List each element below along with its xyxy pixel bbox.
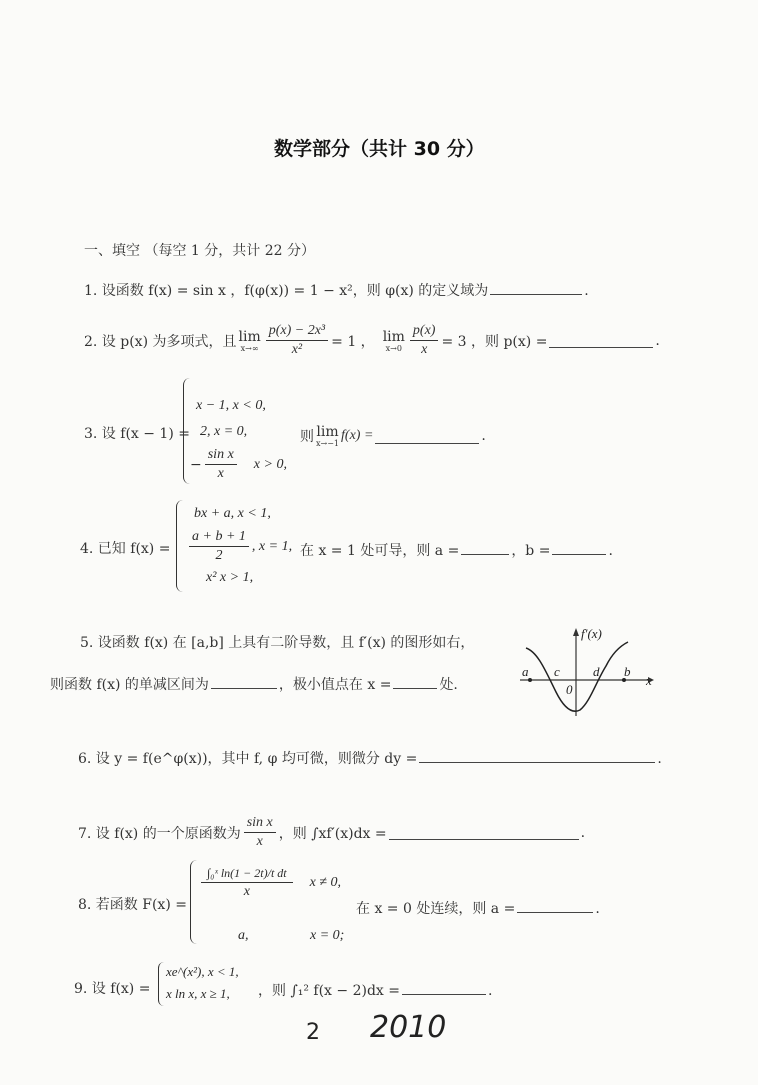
q7-frac: [244, 814, 276, 851]
question-9-end: .: [488, 983, 493, 999]
q8-case-2: a,: [238, 928, 249, 943]
q3-case-1: x − 1, x < 0,: [196, 398, 266, 413]
graph-label-c: c: [554, 664, 560, 679]
question-7-prefix: 7. 设 f(x) 的一个原函数为: [78, 825, 241, 842]
handwritten-page-number: 2: [306, 1020, 320, 1045]
fraction-2: [410, 322, 439, 359]
question-3-tail: [300, 424, 486, 448]
question-3-tail-word: 则: [300, 429, 314, 445]
limit-2-sub: x→0: [385, 343, 402, 353]
question-5-line1: 5. 设函数 f(x) 在 [a,b] 上具有二阶导数，且 f′(x) 的图形如右，: [80, 635, 475, 651]
question-5-end: 处.: [439, 677, 458, 693]
graph-label-b: b: [624, 664, 631, 679]
fraction-1-num: p(x) − 2x³: [266, 322, 328, 341]
q7-frac-den: x: [256, 834, 263, 849]
graph-y-arrow: [573, 628, 579, 636]
handwritten-year: 2010: [370, 1010, 447, 1045]
answer-blank-8[interactable]: [517, 898, 593, 913]
q4-case-2-den: 2: [215, 548, 223, 563]
q4-case-2-frac: [189, 528, 249, 565]
answer-blank-7[interactable]: [389, 825, 579, 840]
question-6-end: .: [657, 751, 662, 767]
brace-3: [183, 378, 190, 484]
brace-8: [190, 860, 197, 944]
q3-case-3-frac: [205, 446, 237, 483]
limit-2: lim x→0: [382, 328, 405, 353]
question-8-end: .: [595, 901, 600, 917]
question-2-eq2: = 3 ，则 p(x) =: [441, 333, 548, 350]
question-9-prefix: 9. 设 f(x) =: [74, 981, 151, 997]
q8-case-1-frac: [201, 864, 293, 901]
q7-frac-num: sin x: [244, 814, 276, 833]
q4-case-2-num: a + b + 1: [189, 528, 249, 547]
q9-case-1: xe^(x²), x < 1,: [166, 964, 239, 979]
limit-1-sub: x→∞: [240, 343, 259, 353]
question-4-tail: [300, 540, 613, 560]
fraction-2-num: p(x): [410, 322, 439, 341]
graph-label-a: a: [522, 664, 529, 679]
question-5-line2-text: 则函数 f(x) 的单减区间为: [50, 677, 209, 693]
question-7: [78, 814, 585, 851]
question-8-tail: [356, 898, 600, 918]
answer-blank-4a[interactable]: [461, 540, 509, 555]
q4-case-2-cond: , x = 1,: [251, 538, 293, 554]
graph-curve: [526, 642, 628, 711]
q4-case-1: bx + a, x < 1,: [194, 506, 271, 521]
q9-case-2: x ln x, x ≥ 1,: [166, 986, 230, 1001]
question-2: [84, 322, 660, 359]
q4-case-2: [186, 528, 292, 565]
q8-case-1-cond: x ≠ 0,: [309, 874, 342, 890]
question-2-eq1: = 1 ，: [331, 333, 375, 350]
fraction-2-den: x: [421, 342, 428, 357]
q3-case-3-num: sin x: [205, 446, 237, 465]
q3-case-2: 2, x = 0,: [200, 424, 248, 439]
derivative-graph: [516, 622, 658, 718]
limit-3-sub: x→−1: [316, 439, 340, 448]
question-2-end: .: [655, 332, 660, 349]
question-5-line2: [50, 674, 458, 694]
answer-blank-5b[interactable]: [393, 674, 437, 689]
answer-blank-3[interactable]: [375, 429, 479, 444]
brace-4: [176, 500, 183, 592]
question-1-end: .: [584, 283, 589, 299]
question-3-end: .: [481, 428, 486, 444]
question-4-prefix: 4. 已知 f(x) =: [80, 541, 171, 557]
q4-case-3: x² x > 1,: [206, 570, 254, 585]
question-7-tail: ，则 ∫xf′(x)dx =: [278, 825, 387, 842]
brace-9: [158, 962, 164, 1006]
q8-case-2-cond: x = 0;: [310, 928, 345, 943]
answer-blank-9[interactable]: [402, 980, 486, 995]
q3-case-3: − $\frac{\text{sin x}}{x}$ x > 0,: [190, 447, 287, 481]
q8-case-1: [198, 864, 341, 901]
section-heading: 一、填空 （每空 1 分，共计 22 分）: [84, 243, 315, 259]
question-5-mid: ，极小值点在 x =: [278, 677, 392, 693]
question-6-text: 6. 设 y = f(e^φ(x))，其中 f, φ 均可微，则微分 dy =: [78, 751, 418, 767]
question-2-prefix: 2. 设 p(x) 为多项式，且: [84, 333, 237, 350]
question-8-tail-text: 在 x = 0 处连续，则 a =: [356, 901, 516, 917]
fraction-1: [266, 322, 328, 359]
graph-label-d: d: [593, 664, 600, 679]
graph-label-x: x: [646, 673, 652, 688]
q3-case-3-cond: x > 0,: [253, 456, 287, 472]
q8-case-1-den: x: [243, 884, 250, 899]
graph-label-zero: 0: [566, 682, 573, 697]
graph-label-fprime: f′(x): [581, 626, 602, 641]
question-6: [78, 748, 662, 768]
question-4-end: .: [608, 543, 613, 559]
answer-blank-5a[interactable]: [211, 674, 277, 689]
limit-1: lim x→∞: [238, 328, 261, 353]
answer-blank-6[interactable]: [419, 748, 655, 763]
answer-blank-4b[interactable]: [552, 540, 606, 555]
page-title: 数学部分（共计 30 分）: [274, 138, 485, 160]
answer-blank-2[interactable]: [549, 333, 653, 348]
question-1-text: 1. 设函数 f(x) = sin x ，f(φ(x)) = 1 − x²，则 φ(x) 的定义域为: [84, 283, 489, 299]
question-4-tail-text: 在 x = 1 处可导，则 a =: [300, 543, 460, 559]
question-3-tail-fx: f(x) =: [341, 428, 374, 443]
question-9-tail: [258, 980, 492, 1000]
question-1: [84, 280, 589, 300]
question-8-prefix: 8. 若函数 F(x) =: [78, 897, 187, 913]
question-4-mid: ，b =: [511, 543, 551, 559]
q8-case-1-num: ∫₀ˣ ln(1 − 2t)/t dt: [201, 864, 293, 883]
question-7-end: .: [580, 824, 586, 841]
limit-3: lim x→−1: [316, 424, 340, 448]
question-9-tail-text: ，则 ∫₁² f(x − 2)dx =: [258, 983, 400, 999]
answer-blank-1[interactable]: [490, 280, 582, 295]
graph-point-a: [528, 678, 532, 682]
question-3-prefix: 3. 设 f(x − 1) =: [84, 426, 190, 442]
q3-case-3-den: x: [217, 466, 224, 481]
fraction-1-den: x²: [291, 342, 303, 357]
